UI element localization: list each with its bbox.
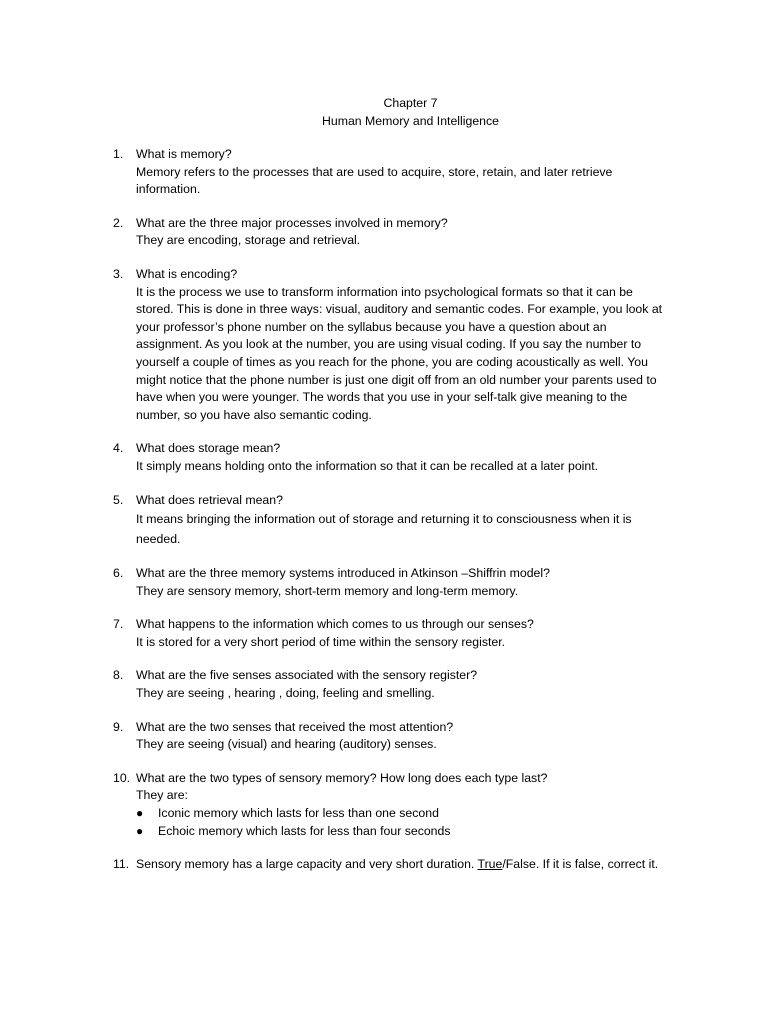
chapter-title: Human Memory and Intelligence bbox=[321, 114, 500, 128]
true-label: True bbox=[477, 857, 503, 872]
answer-text: They are seeing , hearing , doing, feeling and smelling. bbox=[136, 686, 435, 701]
question-item bbox=[113, 856, 698, 874]
document-header bbox=[153, 94, 668, 130]
bullet-text: Echoic memory which lasts for less than four seconds bbox=[158, 823, 451, 838]
answer-text: It is stored for a very short period of time within the sensory register. bbox=[136, 634, 506, 649]
question-item bbox=[113, 667, 698, 702]
answer-text: It simply means holding onto the information so that it can be recalled at a later point. bbox=[136, 458, 599, 473]
question-number: 4. bbox=[113, 441, 124, 456]
answer-text: They are seeing (visual) and hearing (auditory) senses. bbox=[136, 737, 437, 752]
question-text: What is encoding? bbox=[136, 266, 238, 281]
question-item bbox=[113, 565, 698, 600]
question-text: What are the three major processes involved in memory? bbox=[136, 215, 448, 230]
question-item bbox=[113, 440, 698, 475]
bullet-icon: ● bbox=[136, 823, 144, 838]
question-number: 7. bbox=[113, 617, 124, 632]
question-text: What are the three memory systems introduced in Atkinson –Shiffrin model? bbox=[136, 566, 550, 581]
question-number: 1. bbox=[113, 147, 124, 161]
bullet-item bbox=[136, 805, 666, 823]
question-text: What are the two types of sensory memory? How long does each type last? bbox=[136, 770, 548, 785]
question-number: 5. bbox=[113, 492, 124, 507]
question-item bbox=[113, 770, 698, 840]
statement-prefix: Sensory memory has a large capacity and very short duration. bbox=[136, 857, 478, 872]
question-number: 10. bbox=[113, 770, 131, 785]
answer-text: It is the process we use to transform information into psychological formats so that it can be stored. This is done in three ways: visual, auditory and semantic codes. For example, you look at your professor’s phone number on the syllabus because you have a question about an assignment. As you look at the number, you are using visual coding. If you say the number to yourself a couple of times as you reach for the phone, you are coding acoustically as well. You might notice that the phone number is just one digit off from an old number your parents used to have when you were younger. The words that you use in your self-talk give meaning to the number, so you have also semantic coding. bbox=[136, 284, 663, 422]
answer-text: They are encoding, storage and retrieval. bbox=[136, 233, 361, 248]
bullet-list bbox=[136, 805, 666, 840]
question-text: What happens to the information which comes to us through our senses? bbox=[136, 617, 534, 632]
question-text: What are the five senses associated with the sensory register? bbox=[136, 668, 478, 683]
question-item bbox=[113, 146, 698, 199]
question-number: 11. bbox=[113, 857, 130, 872]
question-number: 8. bbox=[113, 668, 124, 683]
question-item bbox=[113, 616, 698, 651]
question-number: 6. bbox=[113, 566, 124, 581]
question-text: What is memory? bbox=[136, 147, 232, 161]
question-item bbox=[113, 719, 698, 754]
question-item bbox=[113, 492, 698, 550]
question-item bbox=[113, 215, 698, 250]
bullet-icon: ● bbox=[136, 806, 144, 821]
bullet-item bbox=[136, 823, 666, 841]
chapter-label: Chapter 7 bbox=[383, 96, 438, 110]
answer-text: Memory refers to the processes that are used to acquire, store, retain, and later retrieve information. bbox=[136, 164, 613, 197]
answer-text: They are sensory memory, short-term memory and long-term memory. bbox=[136, 583, 519, 598]
question-list bbox=[113, 146, 698, 874]
bullet-text: Iconic memory which lasts for less than one second bbox=[158, 806, 439, 821]
question-number: 2. bbox=[113, 215, 124, 230]
question-number: 3. bbox=[113, 266, 124, 281]
question-text: What are the two senses that received the most attention? bbox=[136, 719, 454, 734]
question-item bbox=[113, 266, 698, 424]
question-number: 9. bbox=[113, 719, 124, 734]
answer-text: They are: bbox=[136, 788, 188, 803]
statement-suffix: /False. If it is false, correct it. bbox=[502, 857, 659, 872]
question-text: What does retrieval mean? bbox=[136, 492, 283, 507]
question-text: What does storage mean? bbox=[136, 441, 281, 456]
answer-text: It means bringing the information out of storage and returning it to consciousness when it is needed. bbox=[136, 512, 632, 547]
